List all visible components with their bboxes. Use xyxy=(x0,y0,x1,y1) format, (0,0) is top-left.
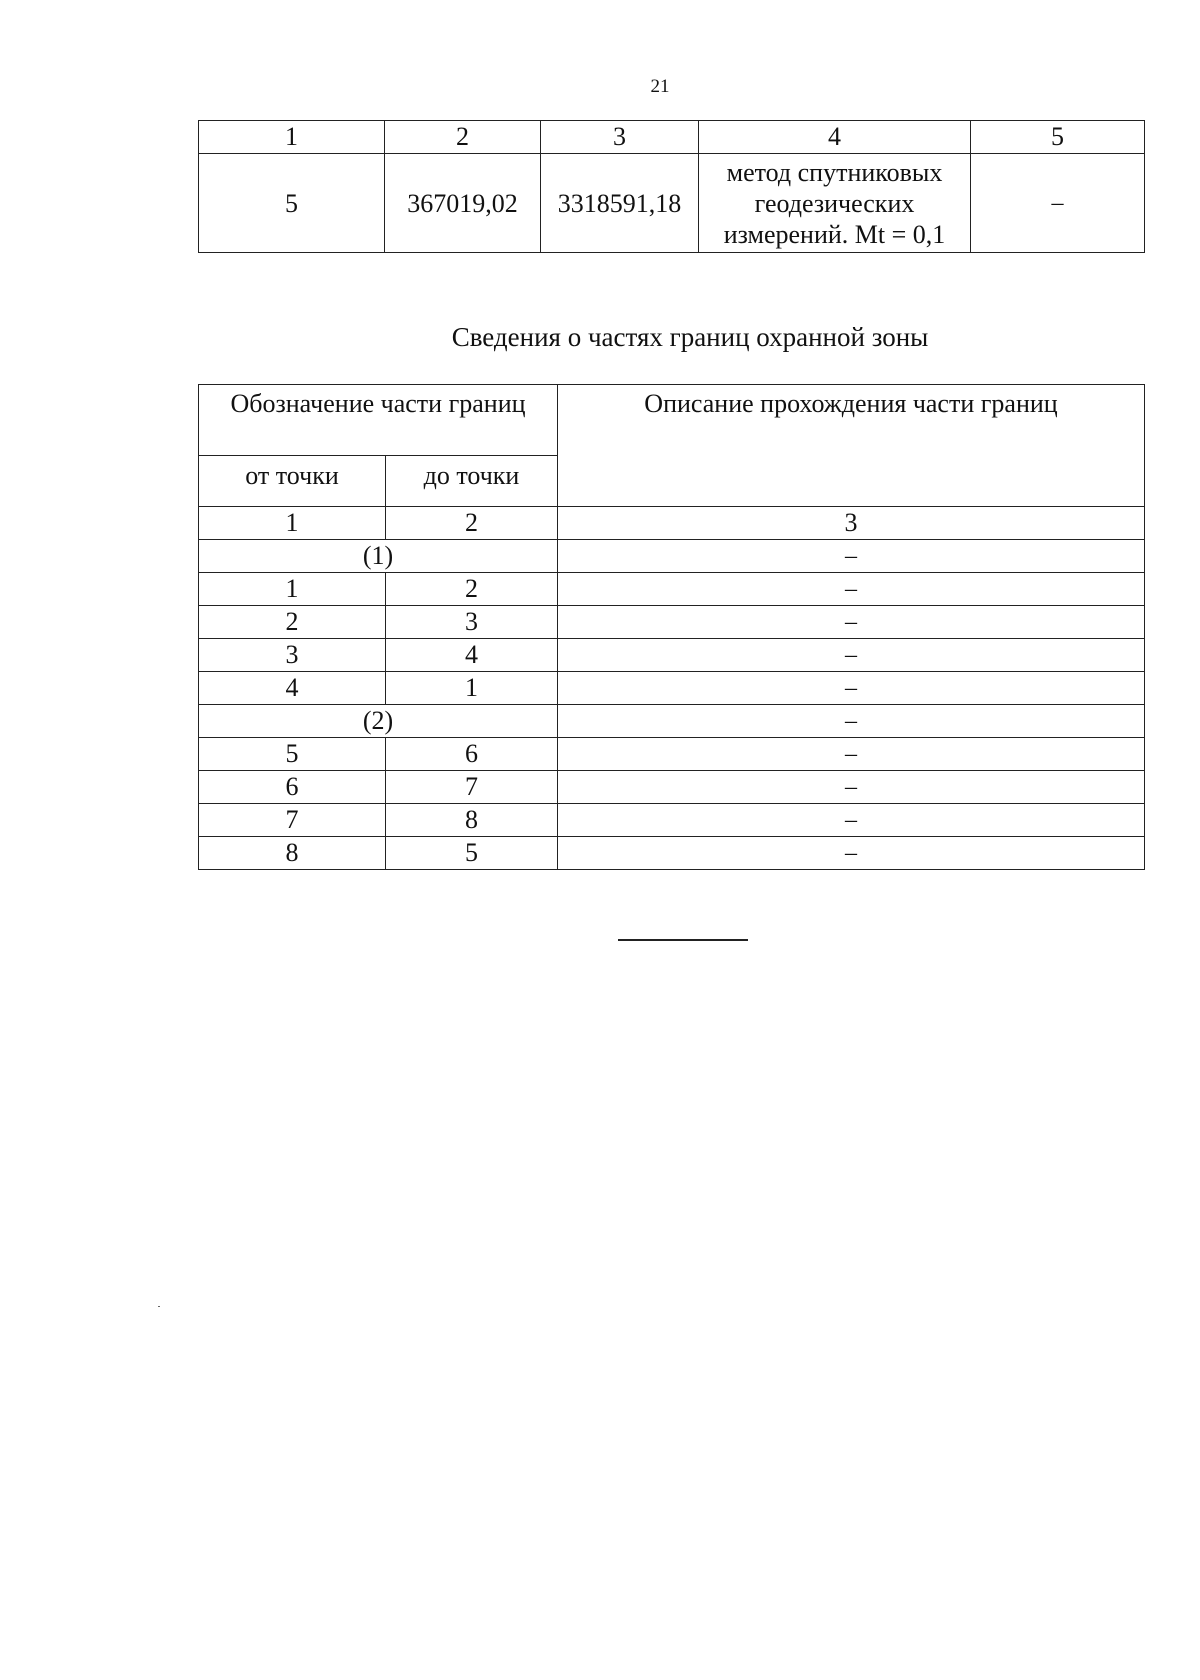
page-number: 21 xyxy=(650,76,670,97)
table-row xyxy=(199,606,1145,639)
column-number-row xyxy=(199,507,1145,540)
designation-header: Обозначение части границ xyxy=(199,385,558,456)
parts-table-body xyxy=(199,540,1145,870)
table-row xyxy=(199,738,1145,771)
from-point-cell: 3 xyxy=(199,639,386,672)
group-label: (1) xyxy=(199,540,558,573)
header-row xyxy=(199,385,1145,456)
column-number: 2 xyxy=(386,507,558,540)
description-cell: – xyxy=(558,540,1145,573)
table-row xyxy=(199,771,1145,804)
column-number: 3 xyxy=(541,121,699,154)
to-point-cell: 3 xyxy=(386,606,558,639)
column-number: 3 xyxy=(558,507,1145,540)
to-point-cell: 8 xyxy=(386,804,558,837)
from-point-cell: 1 xyxy=(199,573,386,606)
column-number-row xyxy=(199,121,1145,154)
description-cell: – xyxy=(558,738,1145,771)
description-cell: – xyxy=(558,639,1145,672)
to-point-cell: 2 xyxy=(386,573,558,606)
description-cell: – xyxy=(558,672,1145,705)
coordinates-table xyxy=(198,120,1145,253)
group-label: (2) xyxy=(199,705,558,738)
description-cell: – xyxy=(558,573,1145,606)
method-line: измерений. Mt = 0,1 xyxy=(723,219,946,249)
description-cell: – xyxy=(558,837,1145,870)
description-cell: – xyxy=(558,705,1145,738)
from-point-header: от точки xyxy=(199,456,386,507)
description-cell: – xyxy=(558,606,1145,639)
description-cell: – xyxy=(558,804,1145,837)
from-point-cell: 2 xyxy=(199,606,386,639)
description-cell: – xyxy=(558,771,1145,804)
column-number: 1 xyxy=(199,507,386,540)
section-title: Сведения о частях границ охранной зоны xyxy=(451,322,929,352)
scan-speck xyxy=(158,1306,160,1307)
from-point-cell: 5 xyxy=(199,738,386,771)
column-number: 4 xyxy=(699,121,971,154)
method-line: метод спутниковых xyxy=(726,157,943,187)
table-row xyxy=(199,804,1145,837)
from-point-cell: 4 xyxy=(199,672,386,705)
table-row xyxy=(199,837,1145,870)
from-point-cell: 6 xyxy=(199,771,386,804)
group-row xyxy=(199,540,1145,573)
column-number: 2 xyxy=(385,121,541,154)
y-coordinate-cell: 3318591,18 xyxy=(541,154,699,253)
x-coordinate-cell: 367019,02 xyxy=(385,154,541,253)
to-point-header: до точки xyxy=(386,456,558,507)
column-number: 5 xyxy=(971,121,1145,154)
boundary-parts-table xyxy=(198,384,1145,870)
group-row xyxy=(199,705,1145,738)
method-line: геодезических xyxy=(754,188,915,218)
table-row xyxy=(199,639,1145,672)
point-number-cell: 5 xyxy=(199,154,385,253)
table-row xyxy=(199,672,1145,705)
table-row xyxy=(199,573,1145,606)
from-point-cell: 7 xyxy=(199,804,386,837)
to-point-cell: 7 xyxy=(386,771,558,804)
note-cell: – xyxy=(971,154,1145,253)
to-point-cell: 6 xyxy=(386,738,558,771)
description-header: Описание прохождения части границ xyxy=(558,385,1145,507)
to-point-cell: 5 xyxy=(386,837,558,870)
end-rule xyxy=(618,939,748,941)
column-number: 1 xyxy=(199,121,385,154)
table-row xyxy=(199,154,1145,253)
from-point-cell: 8 xyxy=(199,837,386,870)
to-point-cell: 1 xyxy=(386,672,558,705)
method-cell xyxy=(699,154,971,253)
to-point-cell: 4 xyxy=(386,639,558,672)
